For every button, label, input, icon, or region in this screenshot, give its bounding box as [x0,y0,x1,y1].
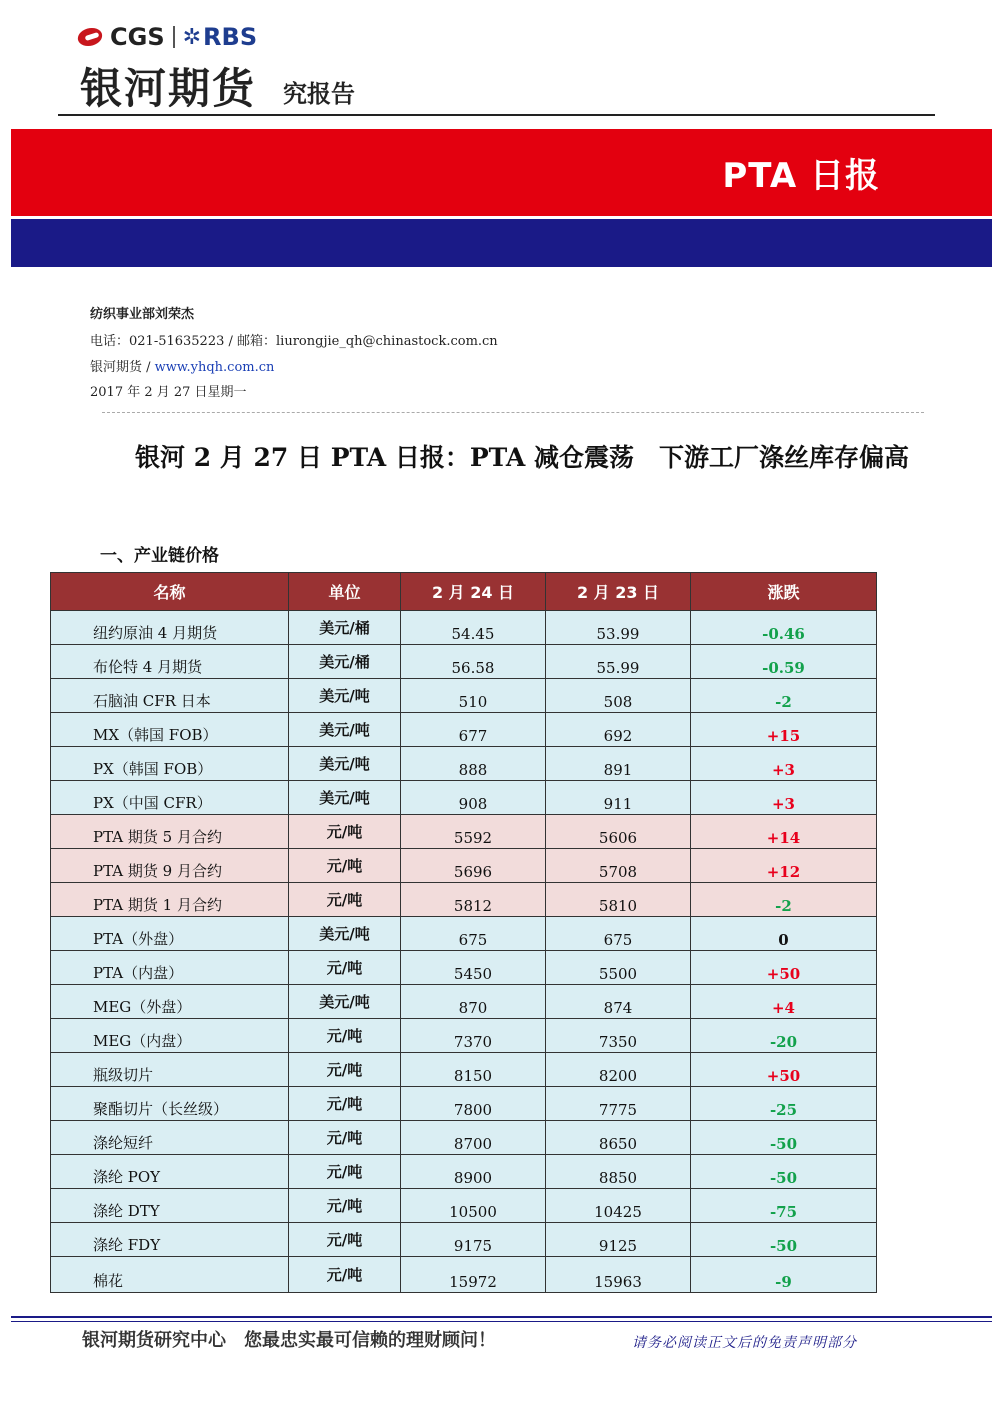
rbs-logo-icon: ✲ [182,24,202,50]
table-row [51,1019,877,1053]
cell-unit: 元/吨 [289,1053,401,1087]
table-row [51,679,877,713]
table-row [51,1223,877,1257]
cell-name: 石脑油 CFR 日本 [51,679,289,713]
logo-cgs-text: CGS [110,23,165,51]
contact-site [90,356,274,375]
cell-name: 瓶级切片 [51,1053,289,1087]
table-row [51,1121,877,1155]
cell-date-24: 8700 [401,1121,546,1155]
cell-date-24: 888 [401,747,546,781]
cell-date-23: 7350 [546,1019,691,1053]
table-row [51,747,877,781]
cell-change: +12 [691,849,877,883]
cell-date-23: 911 [546,781,691,815]
cell-change: -25 [691,1087,877,1121]
brand-name: 银河期货 [80,64,257,113]
cell-date-23: 692 [546,713,691,747]
cell-unit: 美元/桶 [289,645,401,679]
table-row [51,611,877,645]
logo-separator [173,26,175,48]
section-title: 一、产业链价格 [100,546,219,566]
header-date-23: 2 月 23 日 [546,573,691,611]
header-change: 涨跌 [691,573,877,611]
cell-change: +3 [691,747,877,781]
cell-unit: 美元/吨 [289,747,401,781]
cell-date-24: 54.45 [401,611,546,645]
cell-unit: 元/吨 [289,1155,401,1189]
cell-unit: 元/吨 [289,1019,401,1053]
cell-date-23: 508 [546,679,691,713]
cell-change: -9 [691,1257,877,1293]
cell-change: -2 [691,679,877,713]
cell-unit: 美元/吨 [289,985,401,1019]
header-unit: 单位 [289,573,401,611]
cell-change: -2 [691,883,877,917]
footer-slogan: 银河期货研究中心 您最忠实最可信赖的理财顾问！ [82,1330,496,1351]
cell-date-24: 9175 [401,1223,546,1257]
cell-date-24: 5696 [401,849,546,883]
cell-name: PTA（外盘） [51,917,289,951]
cell-unit: 元/吨 [289,951,401,985]
table-row [51,1087,877,1121]
cell-date-24: 675 [401,917,546,951]
cell-name: MEG（外盘） [51,985,289,1019]
cgs-logo-icon [78,26,106,48]
cell-date-24: 7800 [401,1087,546,1121]
cell-unit: 元/吨 [289,1121,401,1155]
cell-name: 涤纶 FDY [51,1223,289,1257]
cell-date-23: 5500 [546,951,691,985]
cell-change: -20 [691,1019,877,1053]
cell-unit: 美元/吨 [289,679,401,713]
cell-date-23: 15963 [546,1257,691,1293]
table-row [51,645,877,679]
table-row [51,951,877,985]
cell-date-24: 5592 [401,815,546,849]
site-link[interactable]: www.yhqh.com.cn [154,360,275,375]
footer-rule-bottom [11,1321,992,1322]
cell-date-23: 8200 [546,1053,691,1087]
cell-name: PTA（内盘） [51,951,289,985]
table-row [51,815,877,849]
cell-date-23: 8850 [546,1155,691,1189]
table-body [51,611,877,1293]
header-name: 名称 [51,573,289,611]
cell-name: PTA 期货 5 月合约 [51,815,289,849]
cell-unit: 美元/吨 [289,781,401,815]
header-divider [58,114,935,116]
table-row [51,781,877,815]
cell-date-23: 53.99 [546,611,691,645]
cell-name: 涤纶 POY [51,1155,289,1189]
cell-name: MEG（内盘） [51,1019,289,1053]
cell-date-24: 5450 [401,951,546,985]
cell-date-24: 10500 [401,1189,546,1223]
footer-disclaimer: 请务必阅读正文后的免责声明部分 [632,1335,857,1351]
cell-date-23: 10425 [546,1189,691,1223]
cell-change: +50 [691,1053,877,1087]
cell-unit: 美元/吨 [289,917,401,951]
table-row [51,1053,877,1087]
cell-name: PTA 期货 9 月合约 [51,849,289,883]
table-row [51,917,877,951]
cell-change: +15 [691,713,877,747]
cell-date-24: 8900 [401,1155,546,1189]
cell-date-24: 8150 [401,1053,546,1087]
site-prefix: 银河期货 / [90,360,155,375]
report-date: 2017 年 2 月 27 日星期一 [90,385,247,400]
cell-unit: 美元/吨 [289,713,401,747]
cell-change: -50 [691,1155,877,1189]
cell-change: +3 [691,781,877,815]
header-date-24: 2 月 24 日 [401,573,546,611]
cell-name: MX（韩国 FOB） [51,713,289,747]
cell-unit: 元/吨 [289,815,401,849]
cell-change: -0.46 [691,611,877,645]
cell-unit: 元/吨 [289,1257,401,1293]
table-row [51,849,877,883]
cell-name: 涤纶短纤 [51,1121,289,1155]
cell-unit: 元/吨 [289,849,401,883]
cell-date-23: 675 [546,917,691,951]
cell-name: PTA 期货 1 月合约 [51,883,289,917]
footer-rule-top [11,1316,992,1318]
cell-name: 棉花 [51,1257,289,1293]
cell-unit: 元/吨 [289,1087,401,1121]
cell-change: 0 [691,917,877,951]
cell-unit: 元/吨 [289,1223,401,1257]
cell-date-23: 9125 [546,1223,691,1257]
cell-date-24: 5812 [401,883,546,917]
table-row [51,713,877,747]
author-dept: 纺织事业部刘荣杰 [90,307,195,322]
cell-name: PX（中国 CFR） [51,781,289,815]
logo [78,22,257,52]
cell-unit: 美元/桶 [289,611,401,645]
cell-date-23: 891 [546,747,691,781]
cell-date-24: 870 [401,985,546,1019]
table-row [51,1257,877,1293]
cell-date-24: 510 [401,679,546,713]
cell-unit: 元/吨 [289,1189,401,1223]
cell-date-24: 15972 [401,1257,546,1293]
cell-change: +4 [691,985,877,1019]
title-band-blue [11,219,992,267]
cell-date-23: 55.99 [546,645,691,679]
cell-date-23: 5708 [546,849,691,883]
table-row [51,1155,877,1189]
cell-name: 布伦特 4 月期货 [51,645,289,679]
cell-name: 纽约原油 4 月期货 [51,611,289,645]
cell-name: 涤纶 DTY [51,1189,289,1223]
cell-unit: 元/吨 [289,883,401,917]
headline: 银河 2 月 27 日 PTA 日报：PTA 减仓震荡 下游工厂涤丝库存偏高 [135,443,909,472]
cell-change: -50 [691,1121,877,1155]
cell-date-23: 5810 [546,883,691,917]
contact-phone-email: 电话：021-51635223 / 邮箱：liurongjie_qh@chinastock.com.cn [90,334,498,349]
logo-rbs-text: RBS [203,23,258,51]
cell-date-23: 8650 [546,1121,691,1155]
cell-change: -0.59 [691,645,877,679]
cell-date-24: 56.58 [401,645,546,679]
cell-date-24: 7370 [401,1019,546,1053]
cell-name: 聚酯切片（长丝级） [51,1087,289,1121]
cell-date-24: 908 [401,781,546,815]
dashed-divider [102,412,924,413]
cell-date-23: 7775 [546,1087,691,1121]
table-row [51,883,877,917]
cell-date-24: 677 [401,713,546,747]
brand-subtitle: 究报告 [283,80,355,108]
price-table [50,572,877,1293]
cell-change: +50 [691,951,877,985]
cell-name: PX（韩国 FOB） [51,747,289,781]
cell-date-23: 5606 [546,815,691,849]
cell-change: +14 [691,815,877,849]
cell-date-23: 874 [546,985,691,1019]
cell-change: -50 [691,1223,877,1257]
table-row [51,985,877,1019]
table-row [51,1189,877,1223]
table-header-row [51,573,877,611]
report-title: PTA 日报 [722,156,880,196]
cell-change: -75 [691,1189,877,1223]
